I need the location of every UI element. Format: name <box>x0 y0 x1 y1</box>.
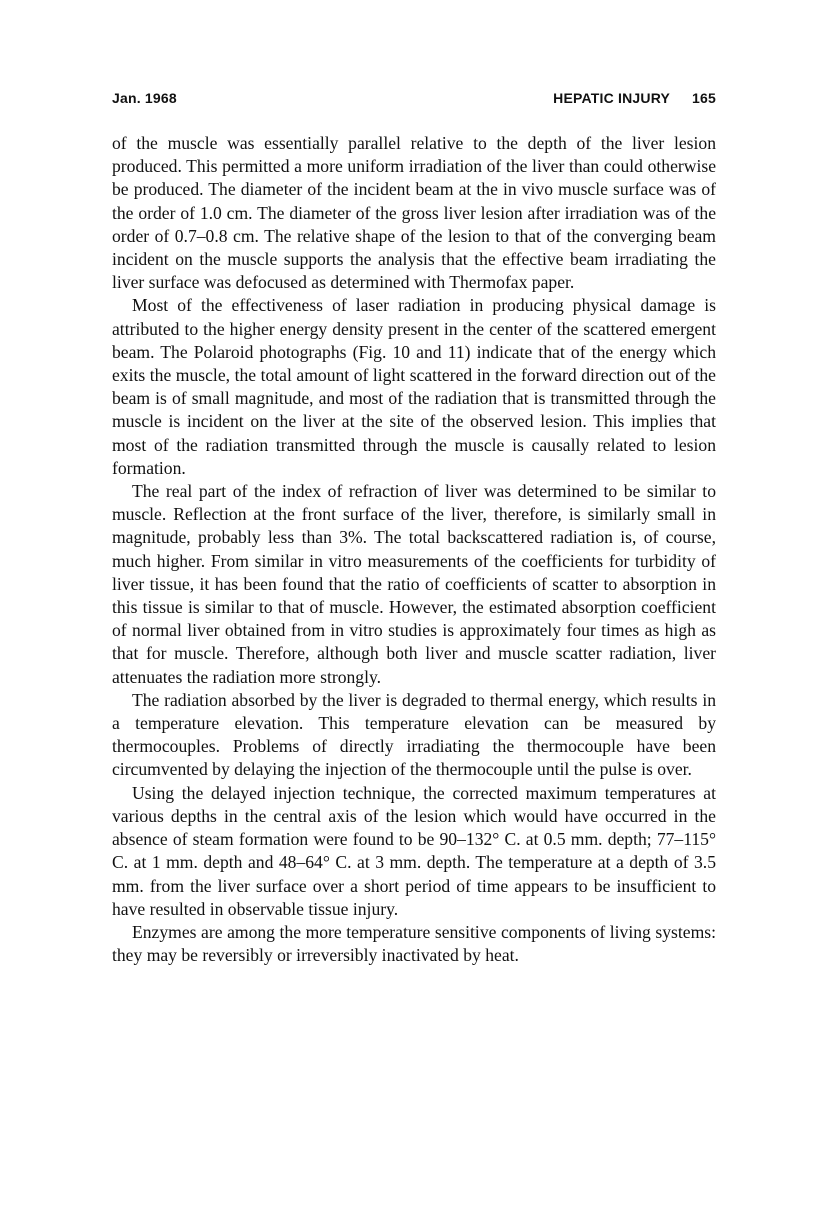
running-header <box>112 90 716 110</box>
paragraph-continued: of the muscle was essentially parallel relative to the depth of the liver lesion produced. This permitted a more uniform irradiation of the liver than could otherwise be produced. The diameter of the incident beam at the in vivo muscle surface was of the order of 1.0 cm. The diameter of the gross liver lesion after irradiation was of the order of 0.7–0.8 cm. The relative shape of the lesion to that of the converging beam incident on the muscle supports the analysis that the effective beam irradiating the liver surface was defocused as determined with Thermofax paper. <box>112 133 716 293</box>
paragraph-refraction-index: The real part of the index of refraction of liver was determined to be similar to muscle. Reflection at the front surface of the liver, therefore, is similarly small in magnitude, probably less than 3%. The total backscattered radiation is, of course, much higher. From similar in vitro measurements of the coefficients for turbidity of liver tissue, it has been found that the ratio of coefficients of scatter to absorption in this tissue is similar to that of muscle. However, the estimated absorption coefficient of normal liver obtained from in vitro studies is approximately four times as high as that for muscle. Therefore, although both liver and muscle scatter radiation, liver attenuates the radiation more strongly. <box>112 481 716 687</box>
issue-date: Jan. 1968 <box>112 90 177 106</box>
paragraph-laser-effectiveness: Most of the effectiveness of laser radiation in producing physical damage is attributed to the higher energy density present in the center of the scattered emergent beam. The Polaroid photographs (Fig. 10 and 11) indicate that of the energy which exits the muscle, the total amount of light scattered in the forward direction out of the beam is of small magnitude, and most of the radiation that is transmitted through the muscle is incident on the liver at the site of the observed lesion. This implies that most of the radiation transmitted through the muscle is causally related to lesion formation. <box>112 295 716 478</box>
paragraph-delayed-injection: Using the delayed injection technique, the corrected maximum temperatures at various depths in the central axis of the lesion which would have occurred in the absence of steam formation were found to be 90–132° C. at 0.5 mm. depth; 77–115° C. at 1 mm. depth and 48–64° C. at 3 mm. depth. The temperature at a depth of 3.5 mm. from the liver surface over a short period of time appears to be insufficient to have resulted in observable tissue injury. <box>112 782 716 919</box>
paragraph-enzymes: Enzymes are among the more temperature sensitive components of living systems: they may be reversibly or irreversibly inactivated by heat. <box>112 921 716 966</box>
paragraph-thermal-energy: The radiation absorbed by the liver is degraded to thermal energy, which results in a temperature elevation. This temperature elevation can be measured by thermocouples. Problems of directly irradiating the thermocouple have been circumvented by delaying the injection of the thermocouple until the pulse is over. <box>112 689 716 780</box>
running-title: HEPATIC INJURY <box>553 90 671 106</box>
article-body <box>112 132 716 967</box>
header-right <box>553 90 716 106</box>
page-number: 165 <box>692 90 716 106</box>
